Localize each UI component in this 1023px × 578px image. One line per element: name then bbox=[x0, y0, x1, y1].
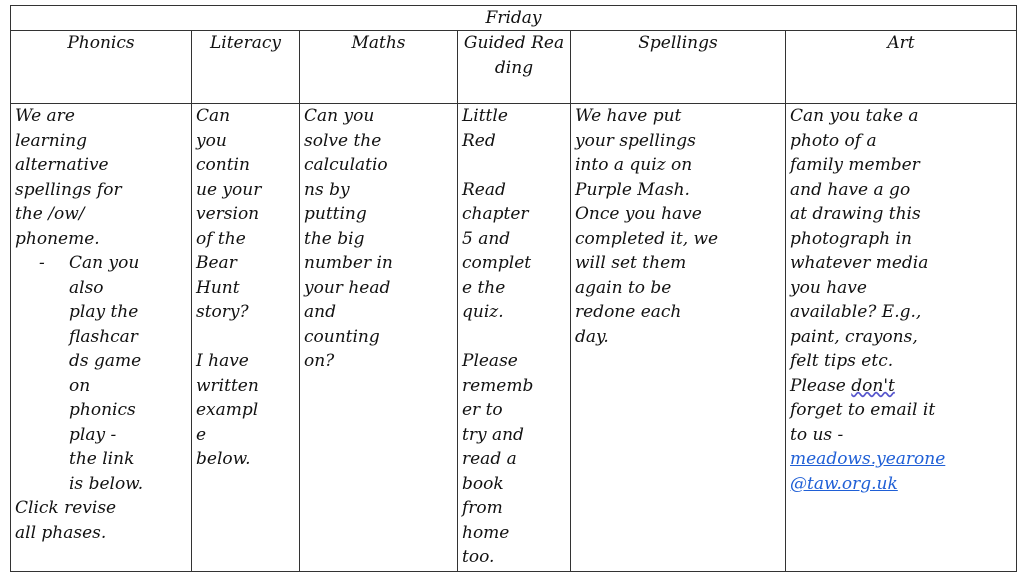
phonics-line: all phases. bbox=[15, 522, 107, 543]
maths-line: and bbox=[304, 302, 336, 322]
header-phonics: Phonics bbox=[11, 31, 192, 104]
literacy-line: Can bbox=[196, 106, 231, 126]
literacy-line: version bbox=[196, 204, 260, 224]
art-line: you have bbox=[790, 277, 867, 298]
phonics-line: phoneme. bbox=[15, 228, 100, 249]
header-art: Art bbox=[786, 31, 1017, 104]
maths-line: putting bbox=[304, 204, 367, 224]
maths-line: solve the bbox=[304, 130, 382, 151]
spellings-cell bbox=[571, 104, 786, 572]
art-line: photograph in bbox=[790, 228, 912, 249]
reading-line: book bbox=[462, 473, 504, 494]
reading-line: from bbox=[462, 498, 503, 518]
spellings-line: We have put bbox=[575, 106, 682, 126]
maths-line: counting bbox=[304, 326, 380, 347]
phonics-line: Click revise bbox=[15, 498, 117, 518]
header-maths: Maths bbox=[300, 31, 458, 104]
maths-line: ns by bbox=[304, 179, 350, 200]
literacy-line: contin bbox=[196, 155, 250, 175]
art-line: whatever media bbox=[790, 253, 929, 273]
email-link-domain[interactable]: @taw.org.uk bbox=[790, 473, 898, 494]
phonics-bullet-line: on bbox=[69, 375, 91, 396]
reading-line: er to bbox=[462, 400, 503, 420]
art-line: forget to email it bbox=[790, 400, 936, 420]
spellings-line: Purple Mash. bbox=[575, 179, 690, 200]
art-line: paint, crayons, bbox=[790, 326, 918, 347]
header-literacy: Literacy bbox=[192, 31, 300, 104]
reading-line: read a bbox=[462, 449, 517, 469]
literacy-blank-line bbox=[196, 325, 295, 350]
phonics-bullet-line: phonics bbox=[69, 400, 136, 420]
art-line: family member bbox=[790, 155, 920, 175]
art-cell bbox=[786, 104, 1017, 572]
literacy-line: Bear bbox=[196, 253, 237, 273]
maths-line: Can you bbox=[304, 106, 375, 126]
reading-line: 5 and bbox=[462, 228, 511, 249]
phonics-bullet-line: ds game bbox=[69, 351, 142, 371]
phonics-line: alternative bbox=[15, 155, 109, 175]
reading-line: Please bbox=[462, 351, 518, 371]
literacy-line: I have bbox=[196, 351, 249, 371]
literacy-line: below. bbox=[196, 449, 251, 469]
phonics-bullet-line: also bbox=[69, 277, 104, 298]
spellings-line: into a quiz on bbox=[575, 155, 693, 175]
weekly-plan-table bbox=[10, 5, 1017, 572]
reading-blank-line bbox=[462, 325, 566, 350]
maths-cell bbox=[300, 104, 458, 572]
reading-line: rememb bbox=[462, 375, 534, 396]
maths-line: calculatio bbox=[304, 155, 388, 175]
phonics-line: spellings for bbox=[15, 179, 122, 200]
phonics-outro bbox=[15, 496, 187, 545]
maths-line: the big bbox=[304, 228, 365, 249]
phonics-line: learning bbox=[15, 130, 87, 151]
reading-line: Little bbox=[462, 106, 508, 126]
art-line: felt tips etc. bbox=[790, 351, 894, 371]
phonics-bullet bbox=[15, 251, 187, 496]
phonics-line: We are bbox=[15, 106, 75, 126]
literacy-cell bbox=[192, 104, 300, 572]
phonics-bullet-line: play - bbox=[69, 424, 117, 445]
header-spellings: Spellings bbox=[571, 31, 786, 104]
art-line: photo of a bbox=[790, 130, 877, 151]
spellings-line: Once you have bbox=[575, 204, 702, 224]
reading-line: chapter bbox=[462, 204, 529, 224]
spellings-line: redone each bbox=[575, 302, 682, 322]
literacy-line: you bbox=[196, 130, 227, 151]
spellings-line: again to be bbox=[575, 277, 672, 298]
maths-line: on? bbox=[304, 351, 335, 371]
reading-line: complet bbox=[462, 253, 532, 273]
literacy-line: of the bbox=[196, 228, 246, 249]
day-heading: Friday bbox=[11, 6, 1017, 31]
homework-sheet bbox=[10, 5, 1016, 573]
spellings-line: day. bbox=[575, 326, 609, 347]
maths-line: your head bbox=[304, 277, 391, 298]
art-line: at drawing this bbox=[790, 204, 921, 224]
spellings-line: will set them bbox=[575, 253, 687, 273]
phonics-cell bbox=[11, 104, 192, 572]
art-line: Can you take a bbox=[790, 106, 919, 126]
reading-line: quiz. bbox=[462, 302, 504, 322]
art-line: available? E.g., bbox=[790, 302, 922, 322]
literacy-line: ue your bbox=[196, 179, 262, 200]
literacy-line: story? bbox=[196, 302, 249, 322]
phonics-bullet-line: is below. bbox=[69, 473, 144, 494]
phonics-bullet-line: flashcar bbox=[69, 326, 138, 347]
phonics-line: the /ow/ bbox=[15, 204, 85, 224]
reading-line: try and bbox=[462, 424, 524, 445]
literacy-line: written bbox=[196, 375, 259, 396]
spellings-line: your spellings bbox=[575, 130, 696, 151]
reading-line: e the bbox=[462, 277, 506, 298]
reading-line: too. bbox=[462, 547, 495, 567]
art-line: to us - bbox=[790, 424, 844, 445]
literacy-line: Hunt bbox=[196, 277, 240, 298]
reading-line: Read bbox=[462, 179, 506, 200]
spellcheck-word: don't bbox=[851, 375, 895, 396]
guided-reading-cell bbox=[458, 104, 571, 572]
spellings-line: completed it, we bbox=[575, 228, 719, 249]
header-guided-reading: Guided Reading bbox=[458, 31, 571, 104]
reading-line: home bbox=[462, 522, 510, 543]
literacy-line: e bbox=[196, 424, 207, 445]
reading-blank-line bbox=[462, 153, 566, 178]
literacy-line: exampl bbox=[196, 400, 259, 420]
art-please-text: Please bbox=[790, 375, 852, 396]
phonics-bullet-line: Can you bbox=[69, 253, 140, 273]
bullet-dash: - bbox=[39, 253, 45, 273]
phonics-bullet-line: the link bbox=[69, 449, 135, 469]
art-please-line bbox=[790, 374, 1012, 399]
phonics-intro bbox=[15, 104, 187, 251]
reading-line: Red bbox=[462, 130, 496, 151]
art-line: and have a go bbox=[790, 179, 911, 200]
maths-line: number in bbox=[304, 253, 393, 273]
phonics-bullet-line: play the bbox=[69, 302, 139, 322]
email-link[interactable]: meadows.yearone bbox=[790, 449, 946, 469]
